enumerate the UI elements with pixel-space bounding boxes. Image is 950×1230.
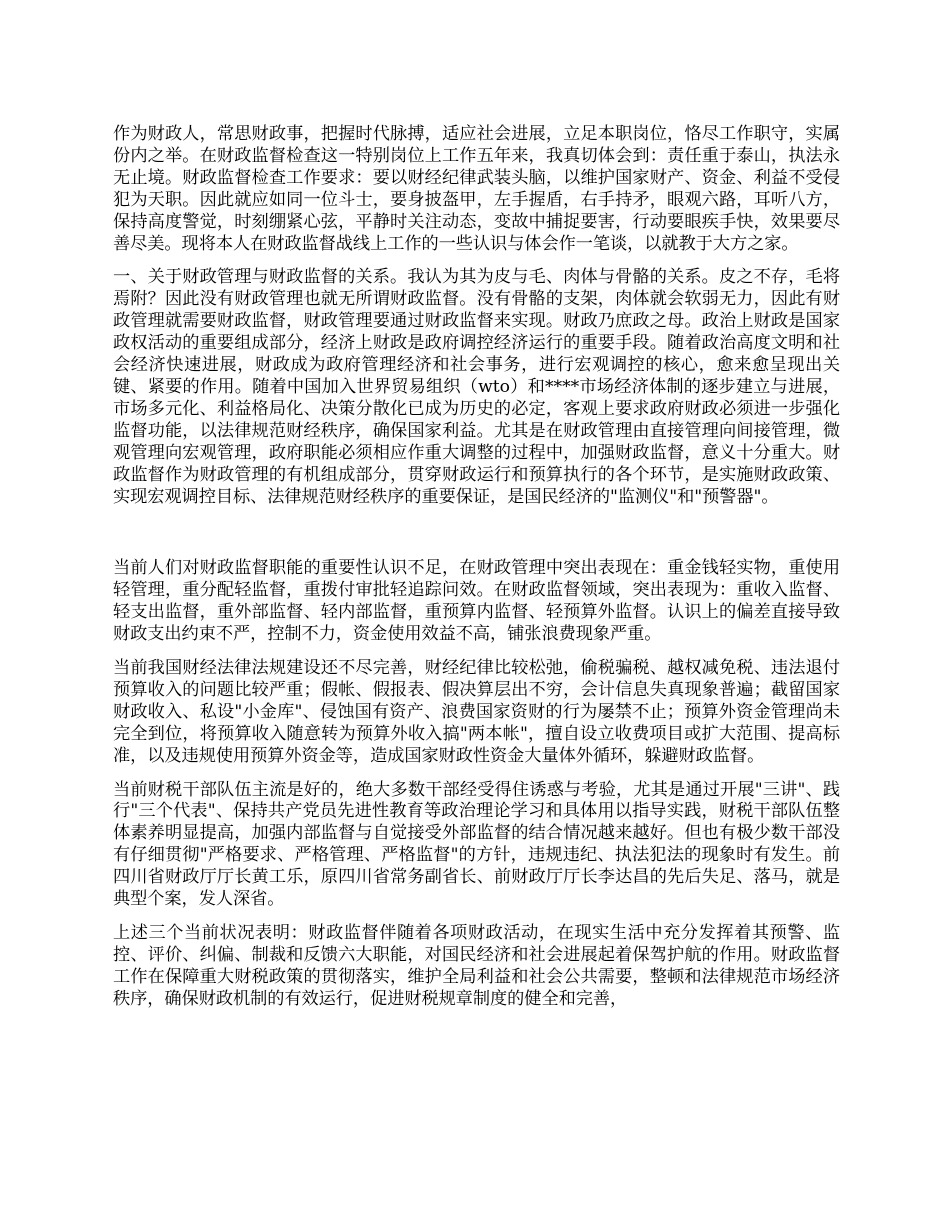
paragraph-awareness: 当前人们对财政监督职能的重要性认识不足，在财政管理中突出表现在：重金钱轻实物，重使用轻管理，重分配轻监督，重拨付审批轻追踪问效。在财政监督领域，突出表现为：重收入监督、轻支出监督，重外部监督、轻内部监督，重预算内监督、轻预算外监督。认识上的偏差直接导致财政支出约束不严，控制不力，资金使用效益不高，铺张浪费现象严重。 (113, 558, 840, 645)
paragraph-conclusion: 上述三个当前状况表明：财政监督伴随着各项财政活动，在现实生活中充分发挥着其预警、监控、评价、纠偏、制裁和反馈六大职能，对国民经济和社会进展起着保驾护航的作用。财政监督工作在保障重大财税政策的贯彻落实，维护全局利益和社会公共需要，整顿和法律规范市场经济秩序，确保财政机制的有效运行，促进财税规章制度的健全和完善， (113, 923, 840, 1009)
document-body (113, 124, 840, 1011)
paragraph-legislation: 当前我国财经法律法规建设还不尽完善，财经纪律比较松弛，偷税骗税、越权减免税、违法退付预算收入的问题比较严重；假帐、假报表、假决算层出不穷，会计信息失真现象普遍；截留国家财政收入、私设"小金库"、侵蚀国有资产、浪费国家资财的行为屡禁不止；预算外资金管理尚未完全到位，将预算收入随意转为预算外收入搞"两本帐"，擅自设立收费项目或扩大范围、提高标准，以及违规使用预算外资金等，造成国家财政性资金大量体外循环，躲避财政监督。 (113, 658, 840, 766)
paragraph-intro: 作为财政人，常思财政事，把握时代脉搏，适应社会进展，立足本职岗位，恪尽工作职守，实属份内之举。在财政监督检查这一特别岗位上工作五年来，我真切体会到：责任重于泰山，执法永无止境。财政监督检查工作要求：要以财经纪律武装头脑，以维护国家财产、资金、利益不受侵犯为天职。因此就应如同一位斗士，要身披盔甲，左手握盾，右手持矛，眼观六路，耳听八方，保持高度警觉，时刻绷紧心弦，平静时关注动态，变故中捕捉要害，行动要眼疾手快，效果要尽善尽美。现将本人在财政监督战线上工作的一些认识与体会作一笔谈，以就教于大方之家。 (113, 124, 840, 254)
paragraph-cadres: 当前财税干部队伍主流是好的，绝大多数干部经受得住诱惑与考验，尤其是通过开展"三讲"、践行"三个代表"、保持共产党员先进性教育等政治理论学习和具体用以指导实践，财税干部队伍整体素养明显提高，加强内部监督与自觉接受外部监督的结合情况越来越好。但也有极少数干部没有仔细贯彻"严格要求、严格管理、严格监督"的方针，违规违纪、执法犯法的现象时有发生。前四川省财政厅厅长黄工乐，原四川省常务副省长、前财政厅厅长李达昌的先后失足、落马，就是典型个案，发人深省。 (113, 779, 840, 910)
paragraph-relationship: 一、关于财政管理与财政监督的关系。我认为其为皮与毛、肉体与骨骼的关系。皮之不存，毛将焉附？因此没有财政管理也就无所谓财政监督。没有骨骼的支架，肉体就会软弱无力，因此有财政管理就需要财政监督，财政管理要通过财政监督来实现。财政乃庶政之母。政治上财政是国家政权活动的重要组成部分，经济上财政是政府调控经济运行的重要手段。随着政治高度文明和社会经济快速进展，财政成为政府管理经济和社会事务，进行宏观调控的核心，愈来愈呈现出关键、紧要的作用。随着中国加入世界贸易组织（wto）和****市场经济体制的逐步建立与进展，市场多元化、利益格局化、决策分散化已成为历史的必定，客观上要求政府财政必须进一步强化监督功能，以法律规范财经秩序，确保国家利益。尤其是在财政管理由直接管理向间接管理，微观管理向宏观管理，政府职能必须相应作重大调整的过程中，加强财政监督，意义十分重大。财政监督作为财政管理的有机组成部分，贯穿财政运行和预算执行的各个环节，是实施财政政策、实现宏观调控目标、法律规范财经秩序的重要保证，是国民经济的"监测仪"和"预警器"。 (113, 267, 840, 507)
